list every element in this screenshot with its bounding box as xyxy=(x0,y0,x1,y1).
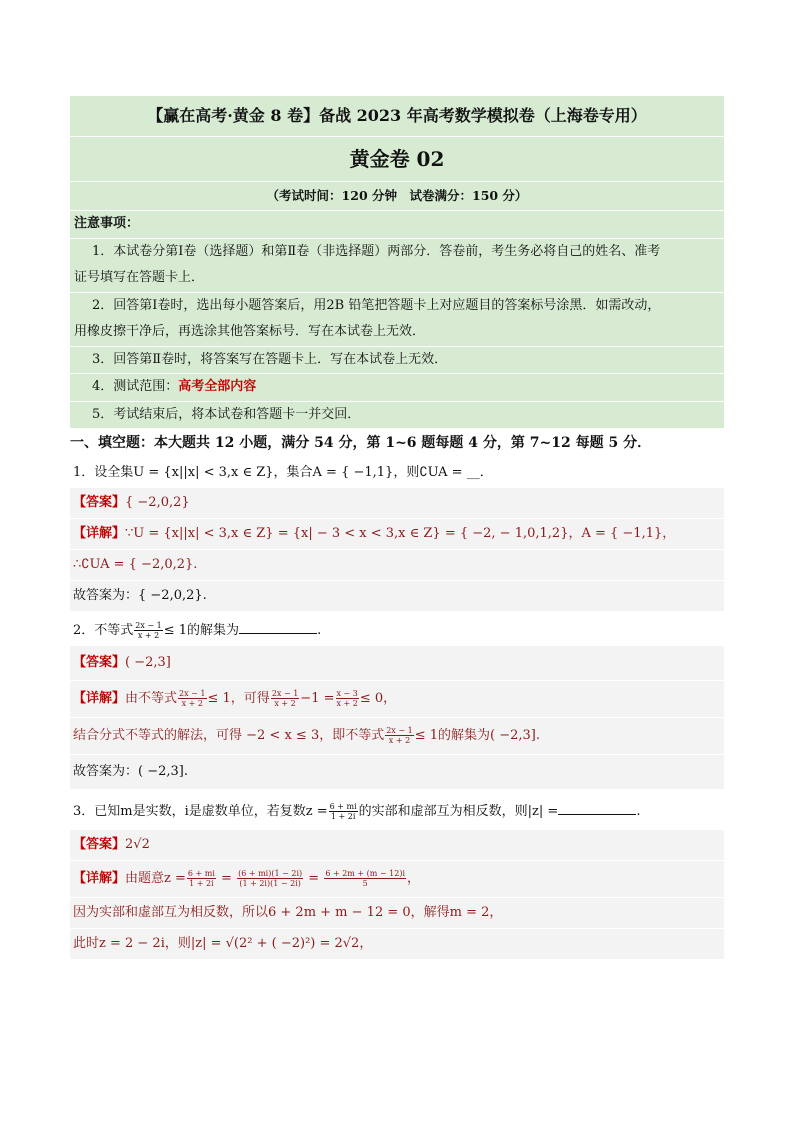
detail-text: −1 = xyxy=(300,691,335,706)
answer-blank xyxy=(558,802,636,815)
answer-tag: 【答案】 xyxy=(73,655,126,670)
fraction-numerator: 2x − 1 xyxy=(179,689,206,698)
q3-text: 3．已知m是实数，i是虚数单位，若复数z = xyxy=(73,804,328,819)
fraction xyxy=(336,689,359,708)
fraction-denominator: x + 2 xyxy=(181,699,203,708)
test-scope: 高考全部内容 xyxy=(178,379,257,394)
detail-row xyxy=(70,681,724,718)
answer-block-2 xyxy=(70,646,724,790)
fraction-numerator: (6 + mi)(1 − 2i) xyxy=(238,869,303,878)
note-5: 5．考试结束后，将本试卷和答题卡一并交回． xyxy=(92,406,361,422)
detail-tag: 【详解】 xyxy=(73,691,126,706)
fraction-numerator: x − 3 xyxy=(336,689,358,698)
detail-text: 由题意z = xyxy=(125,871,186,886)
detail-text: ≤ 1的解集为( −2,3]. xyxy=(414,728,540,743)
detail-tag: 【详解】 xyxy=(73,871,126,886)
notes-heading: 注意事项： xyxy=(70,211,724,239)
fraction-denominator: x + 2 xyxy=(336,699,358,708)
detail-text: 结合分式不等式的解法，可得 −2 < x ≤ 3，即不等式 xyxy=(73,728,385,743)
answer-row xyxy=(70,830,724,861)
detail-text: ∵U = {x||x| < 3,x ∈ Z} = {x| − 3 < x < 3,x ∈ Z} = { −2, − 1,0,1,2}，A = { −1,1}， xyxy=(125,526,676,541)
fraction xyxy=(329,802,358,821)
note-2a: 2．回答第Ⅰ卷时，选出每小题答案后，用2B 铅笔把答题卡上对应题目的答案标号涂黑．如需改动， xyxy=(92,297,661,313)
detail-row-2: 因为实部和虚部互为相反数，所以6 + 2m + m − 12 = 0，解得m = 2， xyxy=(70,898,724,929)
fraction-numerator: 2x − 1 xyxy=(271,689,299,698)
answer-value: ( −2,3] xyxy=(125,655,171,670)
paper-subtitle: 黄金卷 02 xyxy=(70,137,724,182)
note-3: 3．回答第Ⅱ卷时，将答案写在答题卡上．写在本试卷上无效． xyxy=(70,347,724,375)
fraction-denominator: 1 + 2i xyxy=(189,879,214,888)
detail-text: ， xyxy=(407,871,421,886)
detail-row-3: 此时z = 2 − 2i，则|z| = √(2² + ( −2)²) = 2√2， xyxy=(70,929,724,960)
fraction xyxy=(237,869,303,888)
exam-title: 【赢在高考·黄金 8 卷】备战 2023 年高考数学模拟卷（上海卷专用） xyxy=(70,96,724,137)
fraction xyxy=(134,621,162,640)
fraction-numerator: 2x − 1 xyxy=(135,621,162,630)
answer-blank xyxy=(239,621,317,634)
note-1b: 证号填写在答题卡上． xyxy=(70,265,724,293)
exam-header xyxy=(70,96,724,428)
detail-tag: 【详解】 xyxy=(73,526,126,541)
fraction-numerator: 6 + mi xyxy=(187,869,215,878)
fraction-denominator: 5 xyxy=(362,879,368,888)
fraction-denominator: x + 2 xyxy=(137,631,160,640)
q2-text: 2．不等式 xyxy=(73,623,134,638)
exam-page xyxy=(70,96,724,960)
q3-end: . xyxy=(636,804,641,819)
fraction-denominator: 1 + 2i xyxy=(330,812,356,821)
detail-text: 由不等式 xyxy=(125,691,178,706)
answer-row xyxy=(70,488,724,519)
note-4-label: 4．测试范围： xyxy=(92,379,179,394)
question-2 xyxy=(70,616,724,646)
question-1: 1．设全集U = {x||x| < 3,x ∈ Z}，集合A = { −1,1}，则∁UA = __． xyxy=(73,465,493,480)
final-answer: 故答案为：( −2,3]. xyxy=(70,755,724,790)
detail-text: ≤ 0， xyxy=(359,691,397,706)
q2-end: . xyxy=(317,623,322,638)
fraction-denominator: x + 2 xyxy=(274,699,296,708)
note-2b: 用橡皮擦干净后，再选涂其他答案标号．写在本试卷上无效． xyxy=(70,319,724,347)
answer-tag: 【答案】 xyxy=(73,495,126,510)
fraction-numerator: 6 + mi xyxy=(329,802,357,811)
fraction-numerator: 6 + 2m + (m − 12)i xyxy=(325,869,406,878)
answer-block-3 xyxy=(70,830,724,960)
fraction-numerator: 2x − 1 xyxy=(386,726,413,735)
fraction xyxy=(324,869,406,888)
detail-row-2 xyxy=(70,718,724,755)
answer-block-1 xyxy=(70,488,724,612)
q2-text-2: ≤ 1的解集为 xyxy=(163,623,240,638)
exam-info: （考试时间：120 分钟 试卷满分：150 分） xyxy=(70,182,724,211)
fraction xyxy=(178,689,206,708)
fraction-denominator: (1 + 2i)(1 − 2i) xyxy=(239,879,301,888)
answer-tag: 【答案】 xyxy=(73,837,126,852)
fraction xyxy=(271,689,299,708)
section-heading: 一、填空题：本大题共 12 小题，满分 54 分，第 1~6 题每题 4 分，第 7~12 每题 5 分． xyxy=(70,435,652,451)
answer-value: { −2,0,2} xyxy=(125,495,190,510)
question-3 xyxy=(70,794,724,830)
note-1a: 1．本试卷分第Ⅰ卷（选择题）和第Ⅱ卷（非选择题）两部分．答卷前，考生务必将自己的姓名、准考 xyxy=(92,243,661,259)
detail-row xyxy=(70,519,724,550)
answer-row xyxy=(70,646,724,681)
final-answer: 故答案为：{ −2,0,2}. xyxy=(70,581,724,612)
fraction xyxy=(385,726,413,745)
detail-text: ≤ 1，可得 xyxy=(207,691,270,706)
fraction-denominator: x + 2 xyxy=(388,736,411,745)
detail-row: 【详解】由题意z = $\frac{6 + mi}{1 + 2i}$ = $\frac{(6 + mi)(1 - 2i)}{(1 + 2i)(1 - 2i)}$ = $\frac{6 + 2m + (m - 12)i}{5}$ ， xyxy=(70,861,724,898)
fraction xyxy=(187,869,216,888)
detail-row-2: ∴∁UA = { −2,0,2}. xyxy=(70,550,724,581)
q3-text-2: 的实部和虚部互为相反数，则|z| = xyxy=(358,804,559,819)
note-4 xyxy=(70,374,724,402)
answer-value: 2√2 xyxy=(125,837,150,852)
